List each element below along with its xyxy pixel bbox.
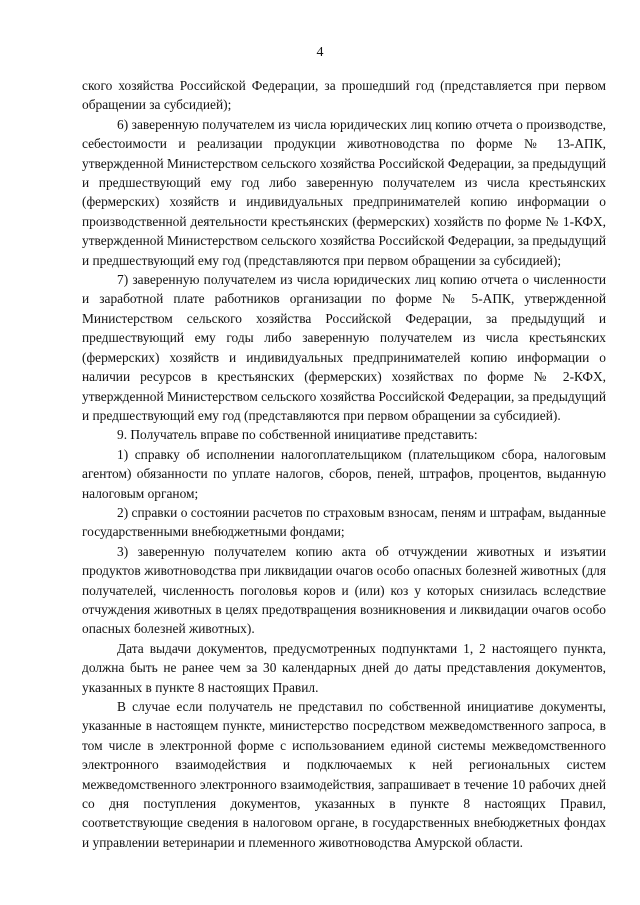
paragraph-item-7: 7) заверенную получателем из числа юридических лиц копию отчета о численности и заработной плате работников организации по форме № 5-АПК, утвержденной Министерством сельского хозяйства Российской Федерации, за предыдущий и предшествующий ему годы либо заверенную получателем из числа крестьянских (фермерских) хозяйств и индивидуальных предпринимателей копию информации о наличии ресурсов в крестьянских (фермерских) хозяйствах по форме № 2-КФХ, утвержденной Министерством сельского хозяйства Российской Федерации, за предыдущий и предшествующий ему год (представляются при первом обращении за субсидией). (82, 272, 606, 423)
paragraph-issue-date: Дата выдачи документов, предусмотренных подпунктами 1, 2 настоящего пункта, должна быть не ранее чем за 30 календарных дней до даты представления документов, указанных в пункте 8 настоящих Правил. (82, 640, 606, 695)
paragraph-item-6: 6) заверенную получателем из числа юридических лиц копию отчета о производстве, себестоимости и реализации продукции животноводства по форме № 13-АПК, утвержденной Министерством сельского хозяйства Российской Федерации, за предыдущий и предшествующий ему год либо заверенную получателем из числа крестьянских (фермерских) хозяйств и индивидуальных предпринимателей копию информации о производственной деятельности крестьянских (фермерских) хозяйств по форме № 1-КФХ, утвержденной Министерством сельского хозяйства Российской Федерации, за предыдущий и предшествующий ему год (представляются при первом обращении за субсидией); (82, 116, 606, 268)
page-number: 4 (316, 45, 324, 60)
paragraph-subitem-3: 3) заверенную получателем копию акта об отчуждении животных и изъятии продуктов животноводства при ликвидации очагов особо опасных болезней животных (для получателей, численность поголовья коров и (или) коз у которых снизилась вследствие отчуждения животных в целях предотвращения возникновения и ликвидации очагов особо опасных болезней животных). (82, 543, 606, 637)
paragraph-section-9: 9. Получатель вправе по собственной инициативе представить: (117, 427, 478, 443)
paragraph-continuation: ского хозяйства Российской Федерации, за прошедший год (представляется при первом обращении за субсидией); (82, 78, 606, 113)
paragraph-interagency-request: В случае если получатель не представил по собственной инициативе документы, указанные в настоящем пункте, министерство посредством межведомственного запроса, в том числе в электронной форме с использованием единой системы межведомственного электронного взаимодействия и подключаемых к ней региональных систем межведомственного электронного взаимодействия, запрашивает в течение 10 рабочих дней со дня поступления документов, указанных в пункте 8 настоящих Правил, соответствующие сведения в налоговом органе, в государственных внебюджетных фондах и управлении ветеринарии и племенного животноводства Амурской области. (82, 699, 606, 850)
paragraph-subitem-1: 1) справку об исполнении налогоплательщиком (плательщиком сбора, налоговым агентом) обязанности по уплате налогов, сборов, пеней, штрафов, процентов, выданную налоговым органом; (82, 446, 606, 501)
document-body (82, 76, 606, 852)
paragraph-subitem-2: 2) справки о состоянии расчетов по страховым взносам, пеням и штрафам, выданные государственными внебюджетными фондами; (82, 504, 606, 540)
